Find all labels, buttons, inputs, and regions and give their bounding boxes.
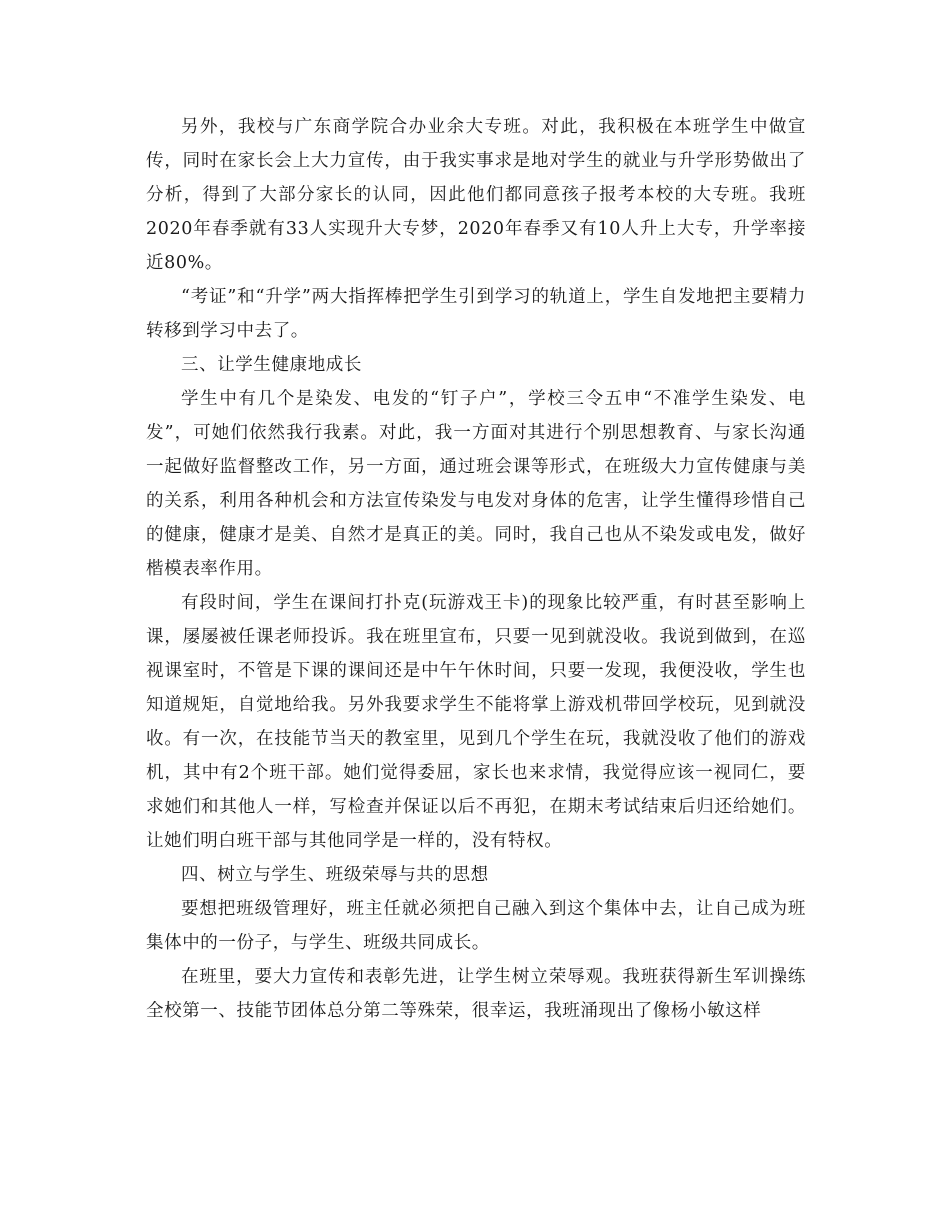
paragraph-college-program: 另外，我校与广东商学院合办业余大专班。对此，我积极在本班学生中做宣传，同时在家长会上大力宣传，由于我实事求是地对学生的就业与升学形势做出了分析，得到了大部分家长的认同，因此他们都同意孩子报考本校的大专班。我班2020年春季就有33人实现升大专梦，2020年春季又有10人升上大专，升学率接近80%。 [146,117,806,273]
paragraph-card-games: 有段时间，学生在课间打扑克(玩游戏王卡)的现象比较严重，有时甚至影响上课，屡屡被任课老师投诉。我在班里宣布，只要一见到就没收。我说到做到，在巡视课室时，不管是下课的课间还是中午午休时间，只要一发现，我便没收，学生也知道规矩，自觉地给我。另外我要求学生不能将掌上游戏机带回学校玩，见到就没收。有一次，在技能节当天的教室里，见到几个学生在玩，我就没收了他们的游戏机，其中有2个班干部。她们觉得委屈，家长也来求情，我觉得应该一视同仁，要求她们和其他人一样，写检查并保证以后不再犯，在期末考试结束后归还给她们。让她们明白班干部与其他同学是一样的，没有特权。 [146,593,806,851]
section-heading-shared-honor: 四、树立与学生、班级荣辱与共的思想 [181,865,489,885]
paragraph-certificates-and-study: “考证”和“升学”两大指挥棒把学生引到学习的轨道上，学生自发地把主要精力转移到学习中去了。 [146,287,806,341]
section-heading-healthy-growth: 三、让学生健康地成长 [181,355,362,375]
paragraph-hair-dyeing: 学生中有几个是染发、电发的“钉子户”，学校三令五申“不准学生染发、电发”，可她们依然我行我素。对此，我一方面对其进行个别思想教育、与家长沟通一起做好监督整改工作，另一方面，通过班会课等形式，在班级大力宣传健康与美的关系，利用各种机会和方法宣传染发与电发对身体的危害，让学生懂得珍惜自己的健康，健康才是美、自然才是真正的美。同时，我自己也从不染发或电发，做好楷模表率作用。 [146,389,806,579]
paragraph-join-collective: 要想把班级管理好，班主任就必须把自己融入到这个集体中去，让自己成为班集体中的一份子，与学生、班级共同成长。 [146,899,806,953]
paragraph-honor-awards: 在班里，要大力宣传和表彰先进，让学生树立荣辱观。我班获得新生军训操练全校第一、技能节团体总分第二等殊荣，很幸运，我班涌现出了像杨小敏这样 [146,967,806,1021]
document-body [146,110,806,1028]
